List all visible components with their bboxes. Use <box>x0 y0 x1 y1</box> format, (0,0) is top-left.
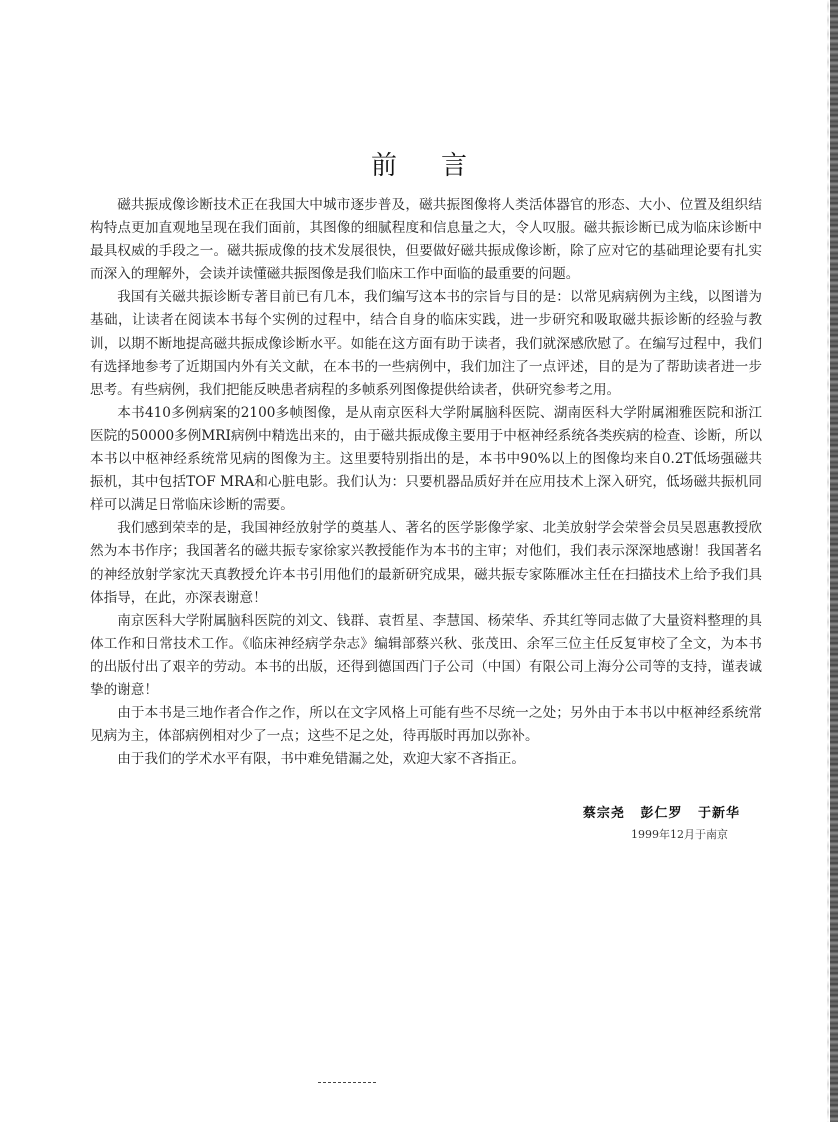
paragraph: 磁共振成像诊断技术正在我国大中城市逐步普及，磁共振图像将人类活体器官的形态、大小、位置及组织结构特点更加直观地呈现在我们面前，其图像的细腻程度和信息量之大，令人叹服。磁共振诊断已成为临床诊断中最具权威的手段之一。磁共振成像的技术发展很快，但要做好磁共振成像诊断，除了应对它的基础理论要有扎实而深入的理解外，会读并读懂磁共振图像是我们临床工作中面临的最重要的问题。 <box>90 197 762 283</box>
author-name: 于新华 <box>697 806 740 821</box>
paragraph: 南京医科大学附属脑科医院的刘文、钱群、袁哲星、李慧国、杨荣华、乔其红等同志做了大量资料整理的具体工作和日常技术工作。《临床神经病学杂志》编辑部蔡兴秋、张茂田、余军三位主任反复审校了全文，为本书的出版付出了艰辛的劳动。本书的出版，还得到德国西门子公司（中国）有限公司上海分公司等的支持，谨表诚挚的谢意！ <box>90 612 762 698</box>
paragraph: 我们感到荣幸的是，我国神经放射学的奠基人、著名的医学影像学家、北美放射学会荣誉会员吴恩惠教授欣然为本书作序；我国著名的磁共振专家徐家兴教授能作为本书的主审；对他们，我们表示深深地感谢！我国著名的神经放射学家沈天真教授允许本书引用他们的最新研究成果，磁共振专家陈雁冰主任在扫描技术上给予我们具体指导，在此，亦深表谢意！ <box>90 520 762 606</box>
page-title: 前言 <box>370 151 511 182</box>
paragraph: 由于我们的学术水平有限，书中难免错漏之处，欢迎大家不吝指正。 <box>117 751 525 768</box>
paragraph: 由于本书是三地作者合作之作，所以在文字风格上可能有些不尽统一之处；另外由于本书以中枢神经系统常见病为主，体部病例相对少了一点；这些不足之处，待再版时再加以弥补。 <box>90 705 762 745</box>
paragraph: 我国有关磁共振诊断专著目前已有几本，我们编写这本书的宗旨与目的是：以常见病病例为主线，以图谱为基础，让读者在阅读本书每个实例的过程中，结合自身的临床实践，进一步研究和吸取磁共振诊断的经验与教训，以期不断地提高磁共振成像诊断水平。如能在这方面有助于读者，我们就深感欣慰了。在编写过程中，我们有选择地参考了近期国内外有关文献，在本书的一些病例中，我们加注了一点评述，目的是为了帮助读者进一步思考。有些病例，我们把能反映患者病程的多帧系列图像提供给读者，供研究参考之用。 <box>90 289 762 398</box>
author-signature <box>573 802 740 821</box>
scan-edge <box>830 0 838 1122</box>
author-name: 彭仁罗 <box>640 806 683 821</box>
date-place: 1999年12月于南京 <box>631 828 728 841</box>
author-name: 蔡宗尧 <box>582 806 625 821</box>
scan-mark <box>318 1082 376 1083</box>
paragraph: 本书410多例病案的2100多帧图像，是从南京医科大学附属脑科医院、湖南医科大学附属湘雅医院和浙江医院的50000多例MRI病例中精选出来的，由于磁共振成像主要用于中枢神经系统各类疾病的检查、诊断，所以本书以中枢神经系统常见病的图像为主。这里要特别指出的是，本书中90%以上的图像均来自0.2T低场强磁共振机，其中包括TOF MRA和心脏电影。我们认为：只要机器品质好并在应用技术上深入研究，低场磁共振机同样可以满足日常临床诊断的需要。 <box>90 404 762 514</box>
scan-edge-shadow <box>827 0 829 1122</box>
preface-body <box>90 194 762 771</box>
